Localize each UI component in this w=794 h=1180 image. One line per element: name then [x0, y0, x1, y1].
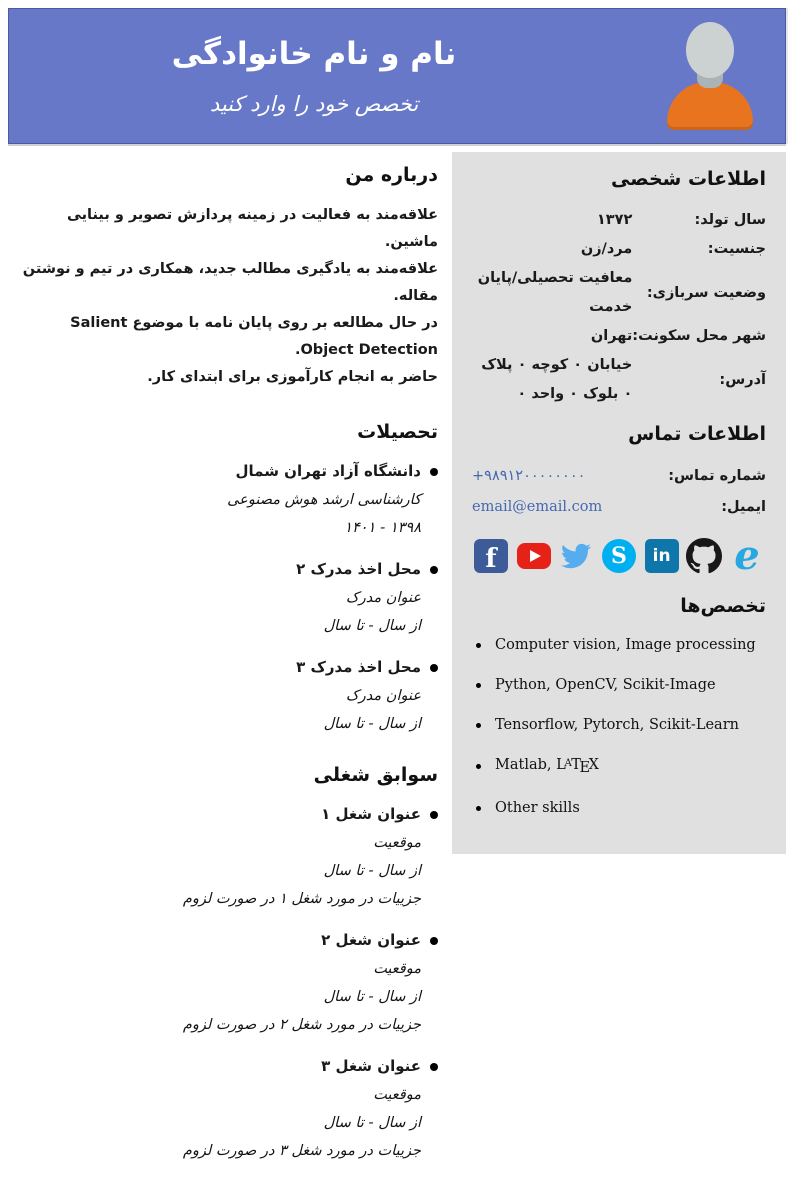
skill-label: Tensorflow, Pytorch, Scikit-Learn — [495, 717, 739, 733]
education-heading: تحصیلات — [357, 421, 438, 443]
list-item — [476, 677, 762, 693]
table-row — [472, 206, 766, 235]
field-label: وضعیت سربازی: — [646, 284, 766, 301]
about-line: در حال مطالعه بر روی پایان نامه با موضوع Salient Object Detection. — [70, 315, 438, 358]
avatar-head-icon — [686, 22, 734, 78]
job-years: از سال - تا سال — [323, 863, 421, 879]
job-position: موقعیت — [373, 961, 421, 977]
skill-label: Python, OpenCV, Scikit-Image — [495, 677, 716, 693]
list-item — [476, 800, 762, 816]
job-position: موقعیت — [373, 1087, 421, 1103]
job-details: جزییات در مورد شغل ۱ در صورت لزوم — [182, 891, 421, 907]
contact-info-heading: اطلاعات تماس — [628, 423, 766, 445]
linkedin-icon[interactable]: in — [645, 539, 679, 573]
twitter-bird-icon — [558, 541, 594, 571]
job-years: از سال - تا سال — [323, 989, 421, 1005]
education-years: از سال - تا سال — [323, 716, 421, 732]
field-label: جنسیت: — [707, 241, 766, 257]
job-title — [18, 928, 438, 952]
matlab-label: Matlab, — [495, 757, 552, 773]
latex-logo: LATEX — [556, 757, 599, 777]
contact-table — [472, 461, 766, 523]
header-banner — [8, 8, 786, 144]
field-label: سال تولد: — [694, 212, 766, 228]
education-degree: عنوان مدرک — [345, 688, 421, 704]
full-name: نام و نام خانوادگی — [171, 36, 457, 72]
bullet-icon — [430, 468, 438, 476]
job-title-label: عنوان شغل ۱ — [321, 805, 421, 823]
avatar — [635, 20, 785, 132]
about-line: حاضر به انجام کارآموزی برای ابتدای کار. — [147, 369, 438, 385]
education-place — [18, 459, 438, 483]
experience-item — [18, 928, 438, 1039]
field-value: ۱۳۷۲ — [596, 212, 633, 228]
field-value: معافیت تحصیلی/پایان خدمت — [477, 270, 633, 315]
bullet-icon — [430, 566, 438, 574]
education-place-label: محل اخذ مدرک ۳ — [296, 658, 421, 676]
job-details: جزییات در مورد شغل ۲ در صورت لزوم — [182, 1017, 421, 1033]
play-icon — [530, 550, 541, 562]
skills-heading: تخصص‌ها — [680, 595, 766, 617]
education-list — [18, 459, 438, 738]
education-place — [18, 655, 438, 679]
education-item — [18, 459, 438, 542]
job-title-label: عنوان شغل ۳ — [321, 1057, 421, 1075]
table-row — [472, 492, 766, 523]
facebook-icon[interactable]: f — [474, 539, 508, 573]
education-item — [18, 557, 438, 640]
job-position: موقعیت — [373, 835, 421, 851]
list-item — [476, 757, 762, 776]
bullet-icon — [476, 764, 481, 769]
job-years: از سال - تا سال — [323, 1115, 421, 1131]
education-place-label: محل اخذ مدرک ۲ — [296, 560, 421, 578]
bullet-icon — [476, 683, 481, 688]
social-icons-row — [474, 532, 764, 579]
youtube-icon[interactable] — [517, 543, 551, 569]
skill-label — [495, 757, 599, 776]
job-title — [18, 802, 438, 826]
education-degree: عنوان مدرک — [345, 590, 421, 606]
field-value: مرد/زن — [580, 241, 633, 257]
job-title — [18, 1054, 438, 1078]
experience-item — [18, 802, 438, 913]
education-years: ۱۳۹۸ - ۱۴۰۱ — [344, 520, 421, 536]
phone-value[interactable]: +۹۸۹۱۲۰۰۰۰۰۰۰۰ — [472, 468, 586, 484]
education-place — [18, 557, 438, 581]
skype-icon[interactable]: S — [602, 539, 636, 573]
twitter-icon[interactable] — [559, 539, 593, 573]
skill-label: Computer vision, Image processing — [495, 637, 756, 653]
field-value: خیابان ۰ کوچه ۰ پلاک ۰ بلوک ۰ واحد ۰ — [481, 357, 633, 402]
bullet-icon — [430, 811, 438, 819]
bullet-icon — [430, 664, 438, 672]
field-label: آدرس: — [719, 371, 766, 388]
about-line: علاقه‌مند به یادگیری مطالب جدید، همکاری در تیم و نوشتن مقاله. — [22, 261, 438, 304]
avatar-body-icon — [667, 82, 753, 130]
email-value[interactable]: email@email.com — [472, 499, 603, 515]
list-item — [476, 637, 762, 653]
table-row — [472, 322, 766, 351]
specialty-subtitle: تخصص خود را وارد کنید — [209, 92, 419, 116]
github-octocat-icon — [686, 538, 722, 574]
bullet-icon — [476, 806, 481, 811]
email-label: ایمیل: — [721, 499, 766, 515]
about-paragraph — [18, 202, 438, 391]
personal-info-heading: اطلاعات شخصی — [611, 168, 766, 190]
phone-label: شماره تماس: — [668, 468, 766, 484]
table-row — [472, 264, 766, 322]
education-years: از سال - تا سال — [323, 618, 421, 634]
about-heading: درباره من — [345, 164, 438, 186]
field-label: شهر محل سکونت: — [632, 328, 766, 344]
sidebar — [452, 152, 786, 854]
table-row — [472, 351, 766, 409]
bullet-icon — [476, 723, 481, 728]
bullet-icon — [430, 937, 438, 945]
experience-item — [18, 1054, 438, 1165]
experience-list — [18, 802, 438, 1165]
job-details: جزییات در مورد شغل ۳ در صورت لزوم — [182, 1143, 421, 1159]
job-title-label: عنوان شغل ۲ — [321, 931, 421, 949]
skill-label: Other skills — [495, 800, 580, 817]
table-row — [472, 235, 766, 264]
personal-info-table — [472, 206, 766, 409]
header-text — [9, 36, 629, 116]
field-value: تهران — [590, 328, 633, 344]
main-column — [8, 144, 448, 1180]
skills-list — [472, 633, 766, 816]
bullet-icon — [476, 643, 481, 648]
education-degree: کارشناسی ارشد هوش مصنوعی — [227, 492, 421, 508]
bullet-icon — [430, 1063, 438, 1071]
education-item — [18, 655, 438, 738]
education-place-label: دانشگاه آزاد تهران شمال — [235, 462, 421, 480]
experience-heading: سوابق شغلی — [313, 764, 438, 786]
table-row — [472, 461, 766, 492]
internet-explorer-icon[interactable]: e — [734, 532, 760, 579]
list-item — [476, 717, 762, 733]
about-line: علاقه‌مند به فعالیت در زمینه پردازش تصویر و بینایی ماشین. — [66, 207, 438, 250]
github-icon[interactable] — [687, 539, 721, 573]
